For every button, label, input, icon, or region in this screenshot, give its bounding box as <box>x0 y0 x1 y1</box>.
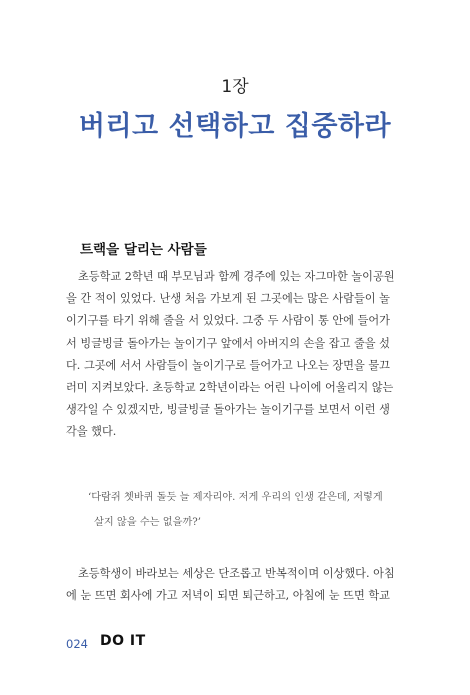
body-paragraph-2 <box>66 563 395 607</box>
section-heading: 트랙을 달리는 사람들 <box>80 242 207 258</box>
text-line: 러미 지켜보았다. 초등학교 2학년이라는 어린 나이에 어울리지 않는 <box>66 381 394 395</box>
text-line: 이기구를 타기 위해 줄을 서 있었다. 그중 두 사람이 통 안에 들어가 <box>66 314 390 328</box>
page-number: 024 <box>66 637 88 651</box>
quote-line: ‘다람쥐 쳇바퀴 돌듯 늘 제자리야. 저게 우리의 인생 같은데, 저렇게 <box>88 492 383 503</box>
block-quote <box>88 485 388 535</box>
text-line: 생각일 수 있겠지만, 빙글빙글 돌아가는 놀이기구를 보면서 이런 생 <box>66 403 390 417</box>
text-line: 다. 그곳에 서서 사람들이 놀이기구로 들어가고 나오는 장면을 물끄 <box>66 358 390 372</box>
text-line: 초등학교 2학년 때 부모님과 함께 경주에 있는 자그마한 놀이공원 <box>78 270 395 283</box>
text-line: 초등학생이 바라보는 세상은 단조롭고 반복적이며 이상했다. 아침 <box>78 567 395 580</box>
chapter-title: 버리고 선택하고 집중하라 <box>78 111 392 142</box>
text-line: 서 빙글빙글 돌아가는 놀이기구 앞에서 아버지의 손을 잡고 줄을 섰 <box>66 336 390 350</box>
quote-line: 살지 않을 수는 없을까?’ <box>94 517 201 528</box>
text-line: 각을 했다. <box>66 425 117 439</box>
body-paragraph-1 <box>66 266 395 444</box>
text-line: 에 눈 뜨면 회사에 가고 저녁이 되면 퇴근하고, 아침에 눈 뜨면 학교 <box>66 589 390 603</box>
running-head: DO IT <box>100 633 146 649</box>
text-line: 을 간 적이 있었다. 난생 처음 가보게 된 그곳에는 많은 사람들이 놀 <box>66 292 390 306</box>
chapter-number: 1장 <box>221 77 249 97</box>
